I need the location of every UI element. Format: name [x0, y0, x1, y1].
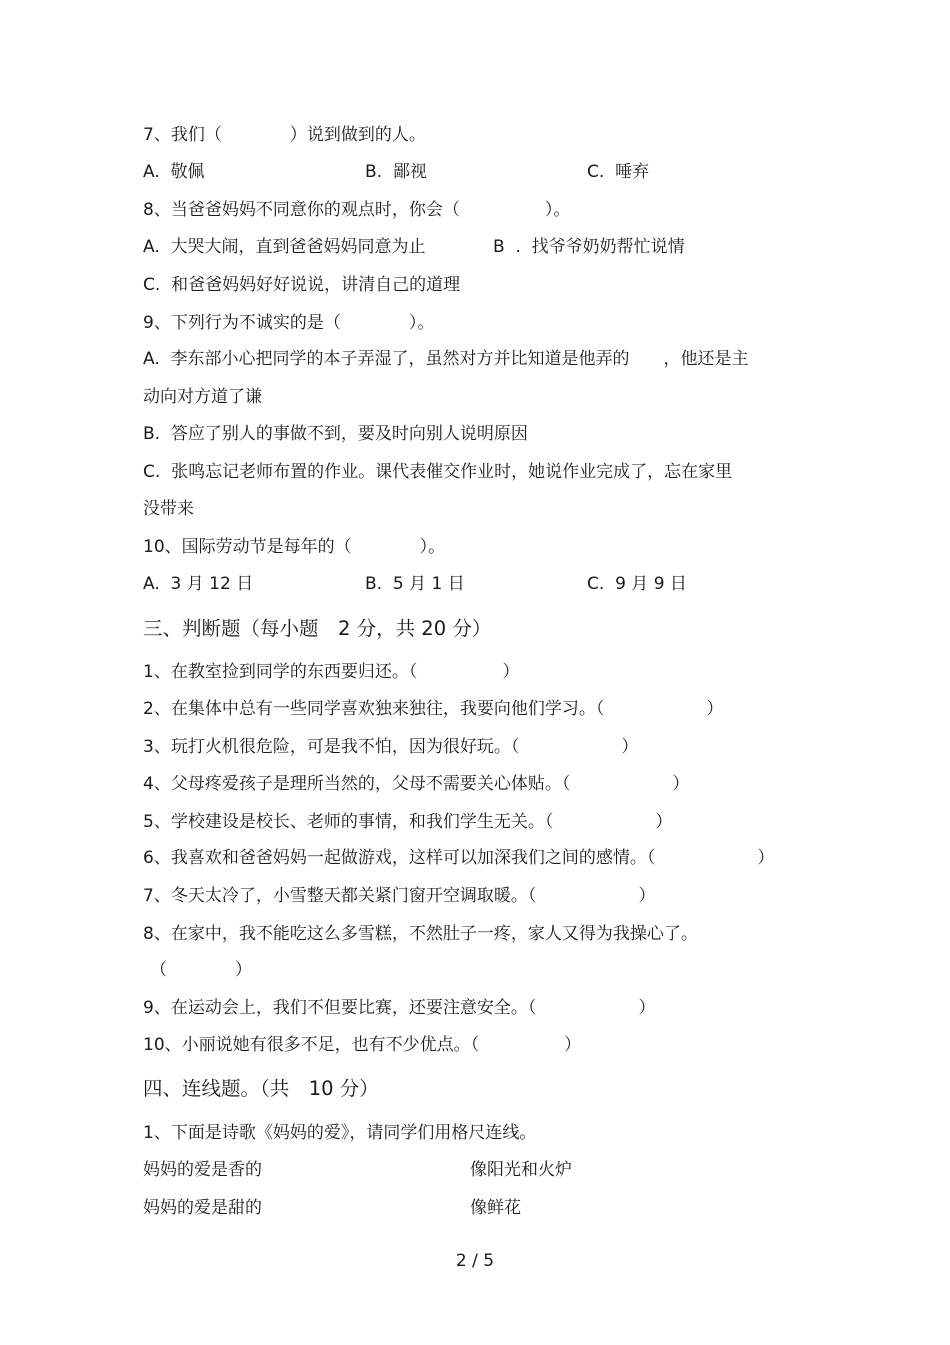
question-9-stem: 9、下列行为不诚实的是（ ）。	[143, 313, 435, 333]
judge-item-4: 4、父母疼爱孩子是理所当然的，父母不需要关心体贴。（ ）	[143, 774, 690, 794]
question-10-stem: 10、国际劳动节是每年的（ ）。	[143, 537, 446, 557]
question-9-option-a-line2: 动向对方道了谦	[143, 387, 262, 407]
page-number: 2 / 5	[455, 1251, 495, 1271]
question-9-option-c-line2: 没带来	[143, 499, 194, 519]
section-3-heading: 三、判断题（每小题 2 分，共 20 分）	[143, 617, 492, 640]
section-4-heading: 四、连线题。（共 10 分）	[143, 1077, 379, 1100]
judge-item-5: 5、学校建设是校长、老师的事情，和我们学生无关。（ ）	[143, 812, 673, 832]
judge-item-6: 6、我喜欢和爸爸妈妈一起做游戏，这样可以加深我们之间的感情。（ ）	[143, 848, 775, 868]
matching-right-1: 像阳光和火炉	[470, 1160, 572, 1180]
judge-item-10: 10、小丽说她有很多不足，也有不少优点。（ ）	[143, 1035, 582, 1055]
question-7-option-b: B. 鄙视	[365, 162, 427, 182]
question-7-option-c: C. 唾弃	[587, 162, 650, 182]
question-10-option-a: A. 3 月 12 日	[143, 574, 254, 594]
matching-question-1: 1、下面是诗歌《妈妈的爱》，请同学们用格尺连线。	[143, 1123, 537, 1143]
matching-left-1: 妈妈的爱是香的	[143, 1160, 262, 1180]
question-10-option-b: B. 5 月 1 日	[365, 574, 465, 594]
question-8-option-b: B . 找爷爷奶奶帮忙说情	[493, 237, 685, 257]
question-8-option-c: C. 和爸爸妈妈好好说说，讲清自己的道理	[143, 275, 461, 295]
question-10-option-c: C. 9 月 9 日	[587, 574, 687, 594]
judge-item-1: 1、在教室捡到同学的东西要归还。（ ）	[143, 662, 520, 682]
matching-left-2: 妈妈的爱是甜的	[143, 1198, 262, 1218]
judge-item-8: 8、在家中，我不能吃这么多雪糕，不然肚子一疼，家人又得为我操心了。	[143, 924, 698, 944]
question-7-option-a: A. 敬佩	[143, 162, 205, 182]
judge-item-9: 9、在运动会上，我们不但要比赛，还要注意安全。（ ）	[143, 998, 656, 1018]
judge-item-2: 2、在集体中总有一些同学喜欢独来独往，我要向他们学习。（ ）	[143, 699, 724, 719]
judge-item-7: 7、冬天太冷了，小雪整天都关紧门窗开空调取暖。（ ）	[143, 886, 656, 906]
question-8-option-a: A. 大哭大闹，直到爸爸妈妈同意为止	[143, 237, 426, 257]
question-7-stem: 7、我们（ ）说到做到的人。	[143, 125, 426, 145]
question-9-option-a-line1: A. 李东部小心把同学的本子弄湿了，虽然对方并比知道是他弄的 ，他还是主	[143, 349, 749, 369]
question-8-stem: 8、当爸爸妈妈不同意你的观点时，你会（ ）。	[143, 200, 571, 220]
matching-right-2: 像鲜花	[470, 1198, 521, 1218]
judge-item-3: 3、玩打火机很危险，可是我不怕，因为很好玩。（ ）	[143, 737, 639, 757]
judge-item-8-blank: （ ）	[150, 960, 252, 980]
question-9-option-b: B. 答应了别人的事做不到，要及时向别人说明原因	[143, 424, 528, 444]
question-9-option-c-line1: C. 张鸣忘记老师布置的作业。课代表催交作业时，她说作业完成了，忘在家里	[143, 462, 733, 482]
